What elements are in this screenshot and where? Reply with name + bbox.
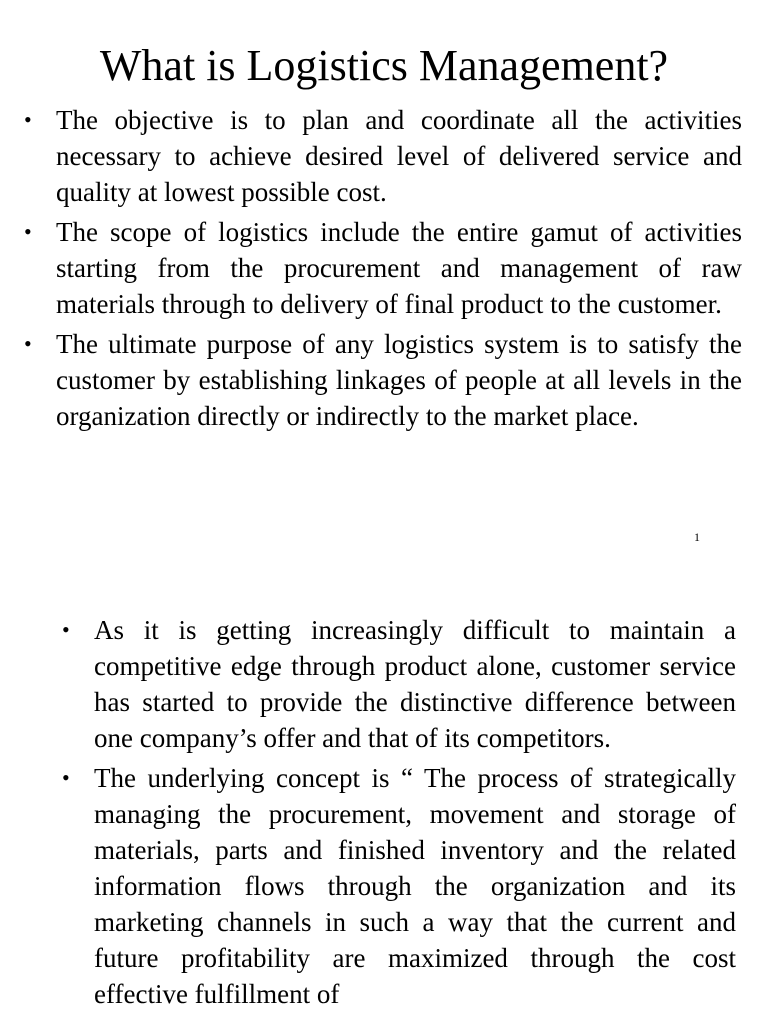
bullet-icon: • <box>24 219 32 244</box>
bullet-item <box>62 760 736 1012</box>
bullet-icon: • <box>24 331 32 356</box>
bullet-text: The ultimate purpose of any logistics system is to satisfy the customer by establishing linkages of people at all levels in the organization directly or indirectly to the market place. <box>56 329 742 431</box>
bullet-text: The scope of logistics include the entire gamut of activities starting from the procurement and management of raw materials through to delivery of final product to the customer. <box>56 217 742 319</box>
bullet-item <box>24 326 742 434</box>
bullet-item <box>24 102 742 210</box>
bullet-text: As it is getting increasingly difficult to maintain a competitive edge through product alone, customer service has started to provide the distinctive difference between one company’s offer and that of its competitors. <box>94 615 736 753</box>
bullet-list <box>24 102 742 438</box>
slide-2 <box>0 560 768 1024</box>
page-number: 1 <box>694 530 700 544</box>
bullet-text: The underlying concept is “ The process of strategically managing the procurement, movement and storage of materials, parts and finished inventory and the related information flows through the organization and its marketing channels in such a way that the current and future profitability are maximized through the cost effective fulfillment of <box>94 763 736 1009</box>
slide-title: What is Logistics Management? <box>99 41 669 90</box>
bullet-icon: • <box>62 765 70 790</box>
bullet-text: The objective is to plan and coordinate all the activities necessary to achieve desired level of delivered service and quality at lowest possible cost. <box>56 105 742 207</box>
bullet-icon: • <box>62 617 70 642</box>
bullet-item <box>62 612 736 756</box>
bullet-list <box>62 612 736 1016</box>
bullet-item <box>24 214 742 322</box>
bullet-icon: • <box>24 107 32 132</box>
